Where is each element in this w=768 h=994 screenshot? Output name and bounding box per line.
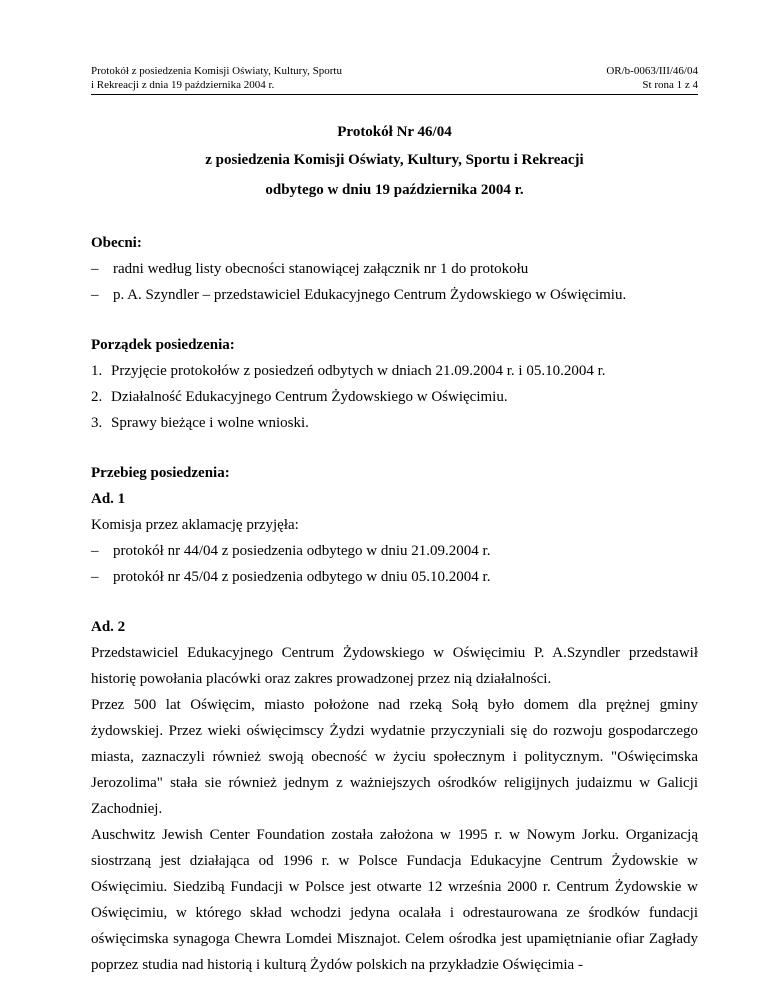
- agenda-item-text: Działalność Edukacyjnego Centrum Żydowskiego w Oświęcimiu.: [111, 389, 508, 405]
- ad1-intro: Komisja przez aklamację przyjęła:: [91, 517, 299, 533]
- dash-marker: –: [91, 543, 99, 559]
- title-line2: z posiedzenia Komisji Oświaty, Kultury, Sportu i Rekreacji: [205, 152, 584, 168]
- proceedings-heading: Przebieg posiedzenia:: [91, 465, 230, 481]
- document-body: [91, 118, 698, 978]
- spacer: [91, 308, 698, 332]
- present-item: [91, 282, 698, 308]
- present-heading: Obecni:: [91, 235, 142, 251]
- ad2-heading: Ad. 2: [91, 619, 126, 635]
- spacer: [91, 206, 698, 230]
- header-title-line1: Protokół z posiedzenia Komisji Oświaty, Kultury, Sportu: [91, 65, 342, 77]
- dash-marker: –: [91, 287, 99, 303]
- present-item-text: p. A. Szyndler – przedstawiciel Edukacyjnego Centrum Żydowskiego w Oświęcimiu.: [113, 287, 627, 303]
- agenda-item-number: 2.: [91, 389, 103, 405]
- spacer: [91, 590, 698, 614]
- agenda-item-number: 1.: [91, 363, 103, 379]
- document-title: [91, 118, 698, 206]
- present-item-text: radni według listy obecności stanowiącej załącznik nr 1 do protokołu: [113, 261, 529, 277]
- dash-marker: –: [91, 261, 99, 277]
- agenda-item: [91, 384, 698, 410]
- agenda-item-text: Sprawy bieżące i wolne wnioski.: [111, 415, 309, 431]
- ad1-item: [91, 538, 698, 564]
- agenda-item: [91, 410, 698, 436]
- header-reference-number: OR/b-0063/III/46/04: [606, 65, 698, 77]
- ad2-paragraph-3: Auschwitz Jewish Center Foundation została założona w 1995 r. w Nowym Jorku. Organizacją siostrzaną jest działająca od 1996 r. w Polsce Fundacja Edukacyjne Centrum Żydowskie w Oświęcimiu. Siedzibą Fundacji w Polsce jest otwarte 12 września 2000 r. Centrum Żydowskie w Oświęcimiu, w którego skład wchodzi jedyna ocalała i odrestaurowana ze środków fundacji oświęcimska synagoga Chewra Lomdei Misznajot. Celem ośrodka jest upamiętnianie ofiar Zagłady poprzez studia nad historią i kulturą Żydów polskich na przykładzie Oświęcimia -: [91, 827, 698, 973]
- ad1-item-text: protokół nr 44/04 z posiedzenia odbytego w dniu 21.09.2004 r.: [113, 543, 491, 559]
- present-item: [91, 256, 698, 282]
- title-line3: odbytego w dniu 19 października 2004 r.: [265, 182, 524, 198]
- header-page-number: St rona 1 z 4: [642, 79, 698, 91]
- header-title-line2: i Rekreacji z dnia 19 października 2004 r.: [91, 79, 275, 91]
- title-line1: Protokół Nr 46/04: [337, 124, 452, 140]
- ad1-heading: Ad. 1: [91, 491, 126, 507]
- ad2-paragraph-2: Przez 500 lat Oświęcim, miasto położone nad rzeką Sołą było domem dla prężnej gminy żydowskiej. Przez wieki oświęcimscy Żydzi wydatnie przyczyniali się do rozwoju gospodarczego miasta, zaznaczyli również swoją obecność w życiu społecznym i politycznym. "Oświęcimska Jerozolima" stała sie również jednym z ważniejszych ośrodków religijnych judaizmu w Galicji Zachodniej.: [91, 697, 698, 817]
- agenda-item-text: Przyjęcie protokołów z posiedzeń odbytych w dniach 21.09.2004 r. i 05.10.2004 r.: [111, 363, 606, 379]
- agenda-heading: Porządek posiedzenia:: [91, 337, 235, 353]
- agenda-item: [91, 358, 698, 384]
- ad1-item: [91, 564, 698, 590]
- page-header: [91, 64, 698, 92]
- spacer: [91, 436, 698, 460]
- ad2-paragraph-1: Przedstawiciel Edukacyjnego Centrum Żydowskiego w Oświęcimiu P. A.Szyndler przedstawił historię powołania placówki oraz zakres prowadzonej przez nią działalności.: [91, 645, 698, 687]
- agenda-item-number: 3.: [91, 415, 103, 431]
- dash-marker: –: [91, 569, 99, 585]
- header-divider: [91, 94, 698, 95]
- ad1-item-text: protokół nr 45/04 z posiedzenia odbytego w dniu 05.10.2004 r.: [113, 569, 491, 585]
